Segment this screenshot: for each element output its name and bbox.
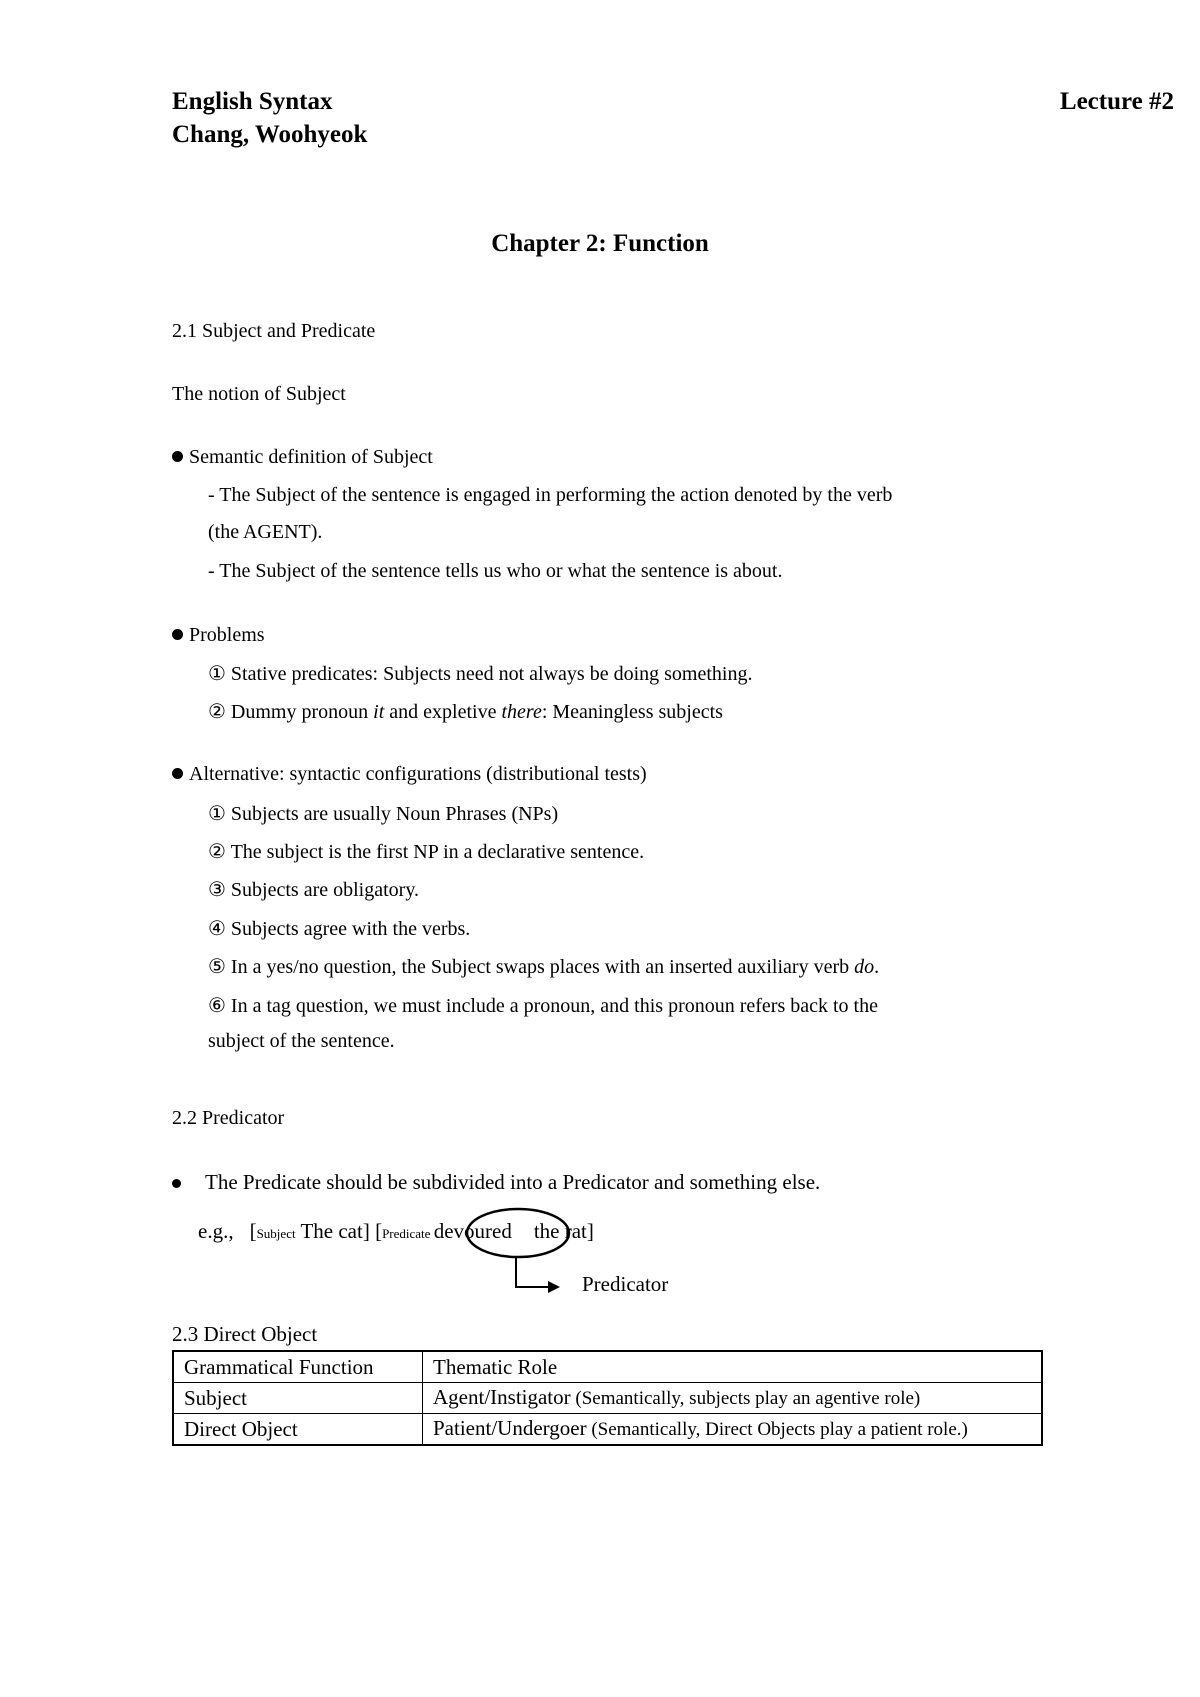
table-header-cell: Grammatical Function [173,1351,423,1383]
arrow-line [516,1257,548,1287]
notion-heading: The notion of Subject [172,383,346,405]
table-cell-role: Patient/Undergoer (Semantically, Direct Objects play a patient role.) [423,1414,1043,1446]
alternative-item: Alternative: syntactic configurations (distributional tests) [172,763,647,786]
alternative-4: ④ Subjects agree with the verbs. [208,918,471,940]
table-cell-function: Subject [173,1383,423,1414]
verb-circle [467,1209,569,1257]
section-2-2-heading: 2.2 Predicator [172,1107,285,1129]
semantic-line-1: - The Subject of the sentence is engaged in performing the action denoted by the verb [208,484,893,506]
semantic-line-1-cont: (the AGENT). [208,521,323,543]
semantic-line-2: - The Subject of the sentence tells us who or what the sentence is about. [208,560,783,582]
section-2-3-heading: 2.3 Direct Object [172,1322,318,1346]
lecture-number: Lecture #2 [1059,88,1174,115]
problems-item: Problems [172,624,265,647]
course-title: English Syntax [172,88,333,115]
alternative-2: ② The subject is the first NP in a declarative sentence. [208,841,645,863]
alternative-6: ⑥ In a tag question, we must include a pronoun, and this pronoun refers back to the [208,995,878,1017]
alternative-5: ⑤ In a yes/no question, the Subject swaps places with an inserted auxiliary verb do. [208,956,880,978]
predicator-example: e.g., [Subject The cat] [Predicate devoured the rat] [198,1219,594,1243]
alternative-3: ③ Subjects are obligatory. [208,879,420,901]
predicator-label: Predicator [582,1272,669,1296]
problem-1: ① Stative predicates: Subjects need not always be doing something. [208,663,753,685]
table-header-cell: Thematic Role [423,1351,1043,1383]
table-header-row [173,1351,1042,1383]
function-role-table [172,1350,1043,1446]
arrow-head-icon [548,1281,560,1293]
table-row [173,1414,1042,1446]
chapter-title: Chapter 2: Function [491,230,709,257]
section-2-1-heading: 2.1 Subject and Predicate [172,320,376,342]
alternative-1: ① Subjects are usually Noun Phrases (NPs) [208,803,559,825]
author-name: Chang, Woohyeok [172,121,368,148]
table-row [173,1383,1042,1414]
verb-devoured: devoured [433,1219,512,1243]
alternative-6-cont: subject of the sentence. [208,1030,395,1052]
semantic-definition-item: Semantic definition of Subject [172,446,433,469]
problem-2: ② Dummy pronoun it and expletive there: Meaningless subjects [208,701,723,723]
table-cell-role: Agent/Instigator (Semantically, subjects play an agentive role) [423,1383,1043,1414]
subject-label: Subject [256,1226,296,1241]
predicate-label: Predicate [382,1226,431,1241]
object-the-rat: the rat] [533,1219,594,1243]
predicator-bullet-item: The Predicate should be subdivided into a Predicator and something else. [172,1170,820,1195]
table-cell-function: Direct Object [173,1414,423,1446]
